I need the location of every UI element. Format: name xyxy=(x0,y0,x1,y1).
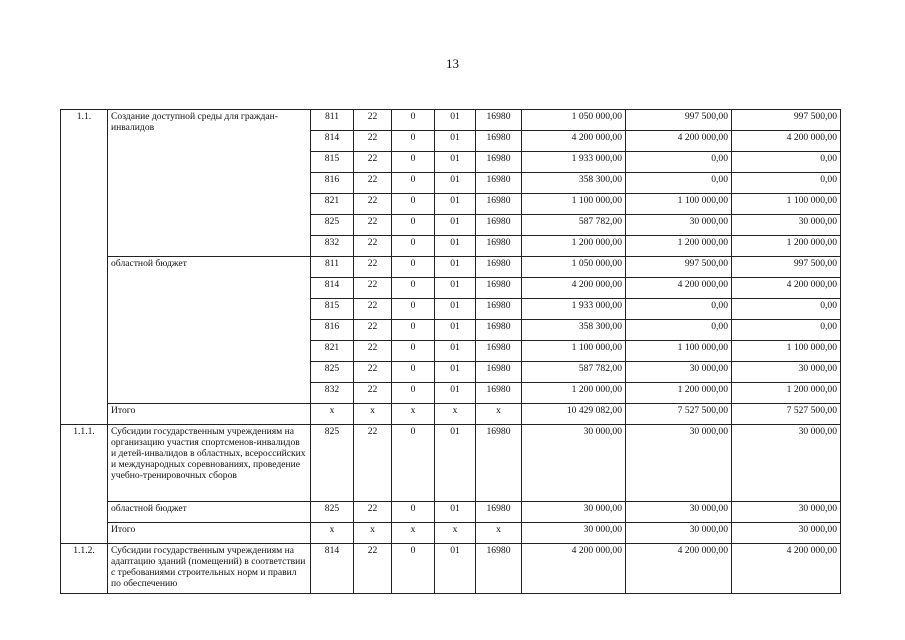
table-row xyxy=(61,544,841,594)
code-ministry: 811 xyxy=(311,257,354,278)
code-target-c: 16980 xyxy=(476,236,522,257)
code-target-b: 01 xyxy=(435,383,476,404)
table-row xyxy=(61,404,841,425)
amount-year-3: 7 527 500,00 xyxy=(732,404,841,425)
table-row xyxy=(61,523,841,544)
code-ministry: 825 xyxy=(311,215,354,236)
code-section: 22 xyxy=(354,341,392,362)
amount-year-3: 997 500,00 xyxy=(732,257,841,278)
code-target-b: 01 xyxy=(435,194,476,215)
code-section: 22 xyxy=(354,110,392,131)
code-target-b: 01 xyxy=(435,278,476,299)
code-target-c: 16980 xyxy=(476,544,522,594)
amount-year-2: 997 500,00 xyxy=(626,110,732,131)
code-section: 22 xyxy=(354,299,392,320)
code-target-c: 16980 xyxy=(476,257,522,278)
code-section: 22 xyxy=(354,362,392,383)
code-ministry: 825 xyxy=(311,362,354,383)
amount-year-3: 0,00 xyxy=(732,299,841,320)
amount-year-2: 0,00 xyxy=(626,152,732,173)
code-ministry: 825 xyxy=(311,425,354,502)
code-target-b: 01 xyxy=(435,236,476,257)
code-target-a: 0 xyxy=(392,152,435,173)
code-target-c: 16980 xyxy=(476,320,522,341)
code-ministry: х xyxy=(311,404,354,425)
amount-year-3: 0,00 xyxy=(732,320,841,341)
code-ministry: 821 xyxy=(311,341,354,362)
row-description: Итого xyxy=(108,404,311,425)
row-number: 1.1.2. xyxy=(61,544,108,594)
table-row xyxy=(61,110,841,131)
code-section: 22 xyxy=(354,278,392,299)
code-target-a: 0 xyxy=(392,215,435,236)
code-ministry: 816 xyxy=(311,320,354,341)
code-section: 22 xyxy=(354,257,392,278)
amount-year-2: 1 200 000,00 xyxy=(626,236,732,257)
code-ministry: 832 xyxy=(311,383,354,404)
amount-year-3: 4 200 000,00 xyxy=(732,544,841,594)
table-row xyxy=(61,257,841,278)
amount-year-1: 4 200 000,00 xyxy=(522,278,626,299)
code-target-a: 0 xyxy=(392,257,435,278)
amount-year-3: 30 000,00 xyxy=(732,523,841,544)
code-target-a: х xyxy=(392,523,435,544)
amount-year-1: 587 782,00 xyxy=(522,215,626,236)
code-target-a: 0 xyxy=(392,236,435,257)
amount-year-3: 30 000,00 xyxy=(732,502,841,523)
code-target-c: 16980 xyxy=(476,383,522,404)
code-target-c: 16980 xyxy=(476,131,522,152)
amount-year-3: 30 000,00 xyxy=(732,215,841,236)
amount-year-1: 1 200 000,00 xyxy=(522,383,626,404)
code-target-c: 16980 xyxy=(476,299,522,320)
code-ministry: 815 xyxy=(311,299,354,320)
amount-year-1: 10 429 082,00 xyxy=(522,404,626,425)
amount-year-1: 358 300,00 xyxy=(522,320,626,341)
amount-year-1: 1 933 000,00 xyxy=(522,152,626,173)
code-target-a: 0 xyxy=(392,320,435,341)
table-row xyxy=(61,502,841,523)
amount-year-2: 0,00 xyxy=(626,320,732,341)
amount-year-2: 997 500,00 xyxy=(626,257,732,278)
code-target-b: 01 xyxy=(435,131,476,152)
amount-year-1: 587 782,00 xyxy=(522,362,626,383)
code-target-b: х xyxy=(435,523,476,544)
code-target-b: х xyxy=(435,404,476,425)
code-section: 22 xyxy=(354,236,392,257)
amount-year-2: 30 000,00 xyxy=(626,215,732,236)
budget-table xyxy=(60,109,841,594)
code-section: 22 xyxy=(354,215,392,236)
code-section: 22 xyxy=(354,544,392,594)
code-target-a: 0 xyxy=(392,341,435,362)
amount-year-2: 4 200 000,00 xyxy=(626,544,732,594)
amount-year-1: 1 200 000,00 xyxy=(522,236,626,257)
amount-year-3: 997 500,00 xyxy=(732,110,841,131)
code-section: 22 xyxy=(354,425,392,502)
code-target-c: 16980 xyxy=(476,110,522,131)
code-target-c: 16980 xyxy=(476,362,522,383)
amount-year-2: 4 200 000,00 xyxy=(626,131,732,152)
amount-year-2: 1 100 000,00 xyxy=(626,194,732,215)
amount-year-2: 7 527 500,00 xyxy=(626,404,732,425)
code-ministry: 821 xyxy=(311,194,354,215)
code-section: 22 xyxy=(354,152,392,173)
code-target-b: 01 xyxy=(435,425,476,502)
code-target-c: 16980 xyxy=(476,173,522,194)
amount-year-1: 1 100 000,00 xyxy=(522,341,626,362)
amount-year-3: 30 000,00 xyxy=(732,425,841,502)
code-target-b: 01 xyxy=(435,152,476,173)
code-target-b: 01 xyxy=(435,257,476,278)
code-ministry: х xyxy=(311,523,354,544)
code-section: 22 xyxy=(354,502,392,523)
code-target-a: 0 xyxy=(392,110,435,131)
amount-year-1: 30 000,00 xyxy=(522,502,626,523)
row-number: 1.1.1. xyxy=(61,425,108,544)
amount-year-3: 1 200 000,00 xyxy=(732,383,841,404)
amount-year-1: 30 000,00 xyxy=(522,425,626,502)
amount-year-3: 0,00 xyxy=(732,173,841,194)
code-target-a: 0 xyxy=(392,278,435,299)
code-ministry: 816 xyxy=(311,173,354,194)
code-section: 22 xyxy=(354,383,392,404)
code-target-c: х xyxy=(476,404,522,425)
row-number: 1.1. xyxy=(61,110,108,425)
code-section: х xyxy=(354,523,392,544)
code-ministry: 832 xyxy=(311,236,354,257)
code-section: 22 xyxy=(354,194,392,215)
amount-year-2: 30 000,00 xyxy=(626,502,732,523)
code-target-b: 01 xyxy=(435,502,476,523)
code-target-b: 01 xyxy=(435,110,476,131)
code-target-a: 0 xyxy=(392,131,435,152)
amount-year-1: 358 300,00 xyxy=(522,173,626,194)
amount-year-2: 30 000,00 xyxy=(626,362,732,383)
code-section: х xyxy=(354,404,392,425)
amount-year-3: 1 200 000,00 xyxy=(732,236,841,257)
code-target-b: 01 xyxy=(435,320,476,341)
code-ministry: 814 xyxy=(311,278,354,299)
code-target-c: 16980 xyxy=(476,278,522,299)
code-target-a: 0 xyxy=(392,502,435,523)
row-description: Итого xyxy=(108,523,311,544)
code-target-c: 16980 xyxy=(476,152,522,173)
table-row xyxy=(61,425,841,502)
code-target-a: 0 xyxy=(392,194,435,215)
code-target-c: 16980 xyxy=(476,502,522,523)
code-ministry: 814 xyxy=(311,544,354,594)
code-target-b: 01 xyxy=(435,299,476,320)
code-target-c: 16980 xyxy=(476,425,522,502)
amount-year-3: 1 100 000,00 xyxy=(732,194,841,215)
amount-year-2: 0,00 xyxy=(626,173,732,194)
amount-year-1: 4 200 000,00 xyxy=(522,544,626,594)
code-target-c: 16980 xyxy=(476,341,522,362)
code-target-a: х xyxy=(392,404,435,425)
amount-year-3: 4 200 000,00 xyxy=(732,131,841,152)
row-description: Субсидии государственным учреждениям на адаптацию зданий (помещений) в соответствии с требованиями строительных норм и правил по обеспечению xyxy=(108,544,311,594)
code-target-c: 16980 xyxy=(476,215,522,236)
code-section: 22 xyxy=(354,131,392,152)
row-description: Создание доступной среды для граждан-инвалидов xyxy=(108,110,311,257)
code-target-a: 0 xyxy=(392,173,435,194)
page-number: 13 xyxy=(446,56,459,71)
code-target-c: 16980 xyxy=(476,194,522,215)
row-description: областной бюджет xyxy=(108,502,311,523)
code-ministry: 825 xyxy=(311,502,354,523)
amount-year-2: 0,00 xyxy=(626,299,732,320)
code-target-b: 01 xyxy=(435,215,476,236)
code-target-a: 0 xyxy=(392,544,435,594)
code-ministry: 814 xyxy=(311,131,354,152)
amount-year-1: 4 200 000,00 xyxy=(522,131,626,152)
amount-year-2: 30 000,00 xyxy=(626,425,732,502)
amount-year-3: 4 200 000,00 xyxy=(732,278,841,299)
amount-year-1: 1 100 000,00 xyxy=(522,194,626,215)
code-target-b: 01 xyxy=(435,362,476,383)
code-target-b: 01 xyxy=(435,173,476,194)
code-ministry: 811 xyxy=(311,110,354,131)
amount-year-2: 4 200 000,00 xyxy=(626,278,732,299)
table-body xyxy=(61,110,841,594)
amount-year-2: 1 200 000,00 xyxy=(626,383,732,404)
code-target-b: 01 xyxy=(435,341,476,362)
code-ministry: 815 xyxy=(311,152,354,173)
amount-year-3: 30 000,00 xyxy=(732,362,841,383)
amount-year-1: 30 000,00 xyxy=(522,523,626,544)
code-target-a: 0 xyxy=(392,299,435,320)
row-description: Субсидии государственным учреждениям на организацию участия спортсменов-инвалидов и детей-инвалидов в областных, всероссийских и международных соревнованиях, проведение учебно-тренировочных сборов xyxy=(108,425,311,502)
row-description: областной бюджет xyxy=(108,257,311,404)
code-target-a: 0 xyxy=(392,383,435,404)
code-target-a: 0 xyxy=(392,425,435,502)
code-target-a: 0 xyxy=(392,362,435,383)
amount-year-1: 1 933 000,00 xyxy=(522,299,626,320)
amount-year-2: 30 000,00 xyxy=(626,523,732,544)
amount-year-1: 1 050 000,00 xyxy=(522,110,626,131)
amount-year-1: 1 050 000,00 xyxy=(522,257,626,278)
amount-year-2: 1 100 000,00 xyxy=(626,341,732,362)
code-section: 22 xyxy=(354,173,392,194)
code-target-b: 01 xyxy=(435,544,476,594)
code-target-c: х xyxy=(476,523,522,544)
code-section: 22 xyxy=(354,320,392,341)
amount-year-3: 1 100 000,00 xyxy=(732,341,841,362)
amount-year-3: 0,00 xyxy=(732,152,841,173)
